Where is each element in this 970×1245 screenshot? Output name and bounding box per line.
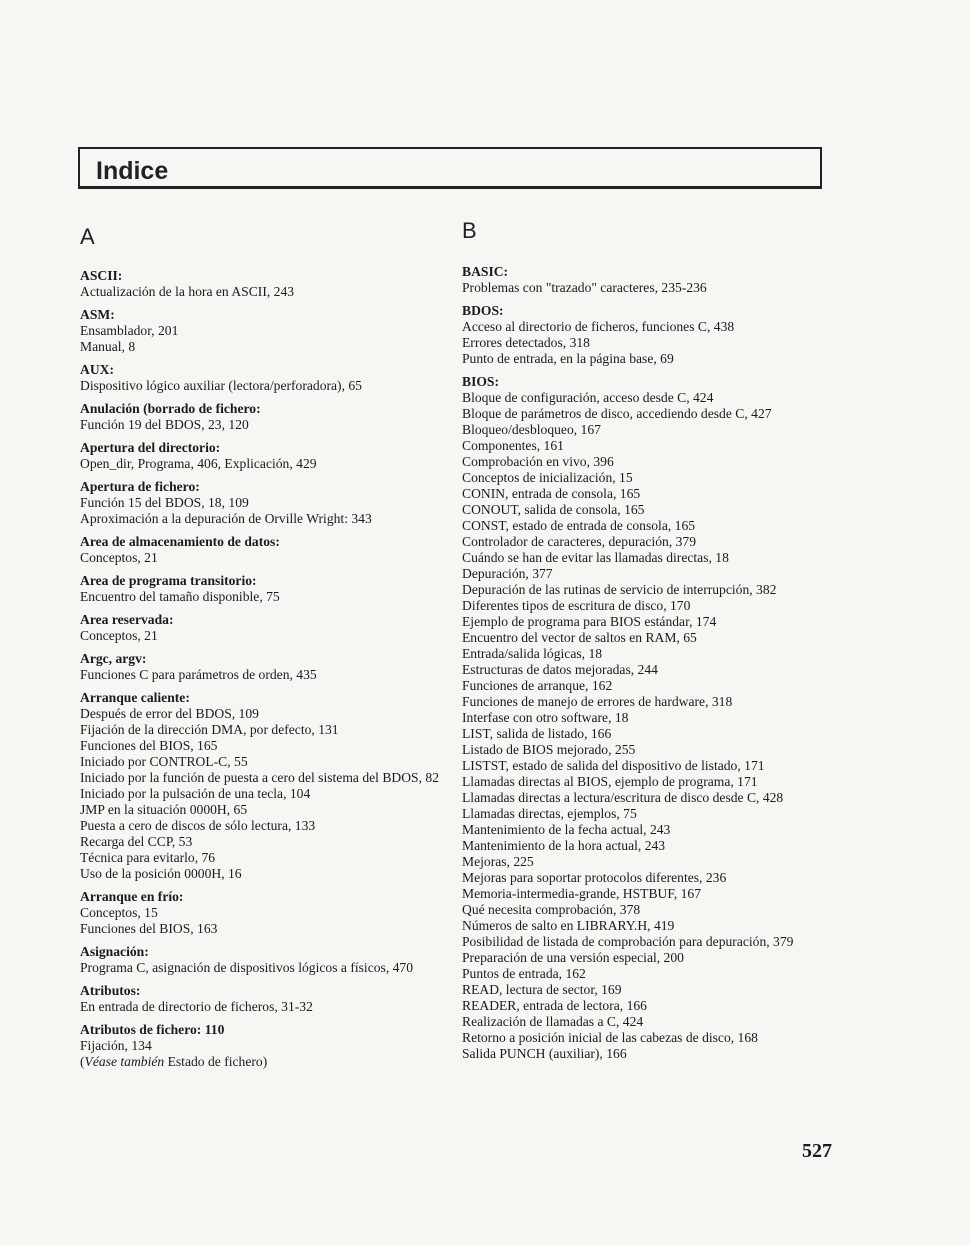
page-number: 527 [802,1140,832,1162]
index-subentry: Controlador de caracteres, depuración, 379 [462,534,697,549]
index-subentry: Manual, 8 [80,339,136,354]
index-subentry: Llamadas directas al BIOS, ejemplo de programa, 171 [462,774,758,789]
index-subentry: Retorno a posición inicial de las cabezas de disco, 168 [462,1030,758,1045]
section-letter-b: B [462,218,477,243]
index-subentry: Programa C, asignación de dispositivos lógicos a físicos, 470 [80,960,414,975]
index-entry [80,401,440,433]
index-subentry: Técnica para evitarlo, 76 [80,850,216,865]
index-heading: BIOS: [462,374,500,389]
index-subentry: CONIN, entrada de consola, 165 [462,486,641,501]
index-subentry: Funciones C para parámetros de orden, 435 [80,667,317,682]
see-also-line [80,1054,440,1070]
index-subentry: Iniciado por la pulsación de una tecla, 104 [80,786,311,801]
index-heading: Atributos de fichero: 110 [80,1022,225,1037]
index-entry [80,983,440,1015]
index-entry [80,651,440,683]
index-heading: Anulación (borrado de fichero: [80,401,261,416]
index-entry [80,573,440,605]
index-entry [80,612,440,644]
index-subentry: Uso de la posición 0000H, 16 [80,866,242,881]
index-subentry: Mejoras para soportar protocolos diferentes, 236 [462,870,727,885]
index-subentry: Diferentes tipos de escritura de disco, 170 [462,598,691,613]
index-entry [80,268,440,300]
index-entry [462,264,832,296]
index-subentry: Depuración, 377 [462,566,553,581]
index-subentry: Bloque de configuración, acceso desde C, 424 [462,390,714,405]
index-heading: Area reservada: [80,612,174,627]
index-subentry: Conceptos, 21 [80,628,158,643]
index-subentry: Cuándo se han de evitar las llamadas directas, 18 [462,550,729,565]
index-subentry: Mantenimiento de la hora actual, 243 [462,838,666,853]
index-subentry: Qué necesita comprobación, 378 [462,902,641,917]
index-heading: Asignación: [80,944,149,959]
index-heading: BASIC: [462,264,509,279]
index-subentry: Realización de llamadas a C, 424 [462,1014,644,1029]
index-entry [80,534,440,566]
index-heading: Atributos: [80,983,141,998]
index-title-box [78,147,822,189]
see-also-open: ( [80,1054,85,1069]
index-subentry: Conceptos, 21 [80,550,158,565]
index-subentry: Recarga del CCP, 53 [80,834,193,849]
index-subentry: Open_dir, Programa, 406, Explicación, 429 [80,456,317,471]
index-column-a [80,268,440,1077]
index-subentry: LISTST, estado de salida del dispositivo de listado, 171 [462,758,765,773]
index-subentry: Función 15 del BDOS, 18, 109 [80,495,249,510]
index-subentry: Iniciado por CONTROL-C, 55 [80,754,248,769]
index-subentry: CONST, estado de entrada de consola, 165 [462,518,696,533]
index-heading: Area de almacenamiento de datos: [80,534,280,549]
section-letter-a: A [80,224,95,249]
index-subentry: Comprobación en vivo, 396 [462,454,614,469]
index-subentry: En entrada de directorio de ficheros, 31-32 [80,999,313,1014]
index-subentry: READ, lectura de sector, 169 [462,982,622,997]
index-entry [80,1022,440,1070]
index-subentry: Entrada/salida lógicas, 18 [462,646,603,661]
index-heading: Area de programa transitorio: [80,573,257,588]
index-entry [462,303,832,367]
index-entry [80,307,440,355]
index-subentry: Puesta a cero de discos de sólo lectura, 133 [80,818,316,833]
index-subentry: Listado de BIOS mejorado, 255 [462,742,636,757]
index-subentry: Bloqueo/desbloqueo, 167 [462,422,601,437]
index-subentry: Conceptos, 15 [80,905,158,920]
index-subentry: Funciones del BIOS, 163 [80,921,218,936]
index-subentry: Salida PUNCH (auxiliar), 166 [462,1046,627,1061]
index-heading: ASM: [80,307,115,322]
index-subentry: Dispositivo lógico auxiliar (lectora/perforadora), 65 [80,378,362,393]
index-subentry: Funciones de arranque, 162 [462,678,613,693]
index-subentry: Iniciado por la función de puesta a cero del sistema del BDOS, 82 [80,770,439,785]
index-subentry: LIST, salida de listado, 166 [462,726,612,741]
index-subentry: Mejoras, 225 [462,854,534,869]
index-column-b [462,264,832,1069]
index-entry [80,440,440,472]
index-entry [80,362,440,394]
index-entry [80,889,440,937]
index-subentry: Después de error del BDOS, 109 [80,706,259,721]
index-subentry: Fijación de la dirección DMA, por defecto, 131 [80,722,339,737]
index-subentry: Llamadas directas, ejemplos, 75 [462,806,637,821]
index-subentry: Componentes, 161 [462,438,564,453]
index-subentry: Funciones del BIOS, 165 [80,738,218,753]
index-subentry: Errores detectados, 318 [462,335,590,350]
index-subentry: Números de salto en LIBRARY.H, 419 [462,918,675,933]
index-heading: AUX: [80,362,114,377]
index-subentry: Acceso al directorio de ficheros, funciones C, 438 [462,319,735,334]
index-subentry: Aproximación a la depuración de Orville Wright: 343 [80,511,372,526]
index-subentry: Memoria-intermedia-grande, HSTBUF, 167 [462,886,702,901]
index-subentry: CONOUT, salida de consola, 165 [462,502,645,517]
page-title: Indice [96,157,169,185]
index-entry [80,479,440,527]
index-subentry: Interfase con otro software, 18 [462,710,629,725]
index-heading: BDOS: [462,303,504,318]
index-subentry: Mantenimiento de la fecha actual, 243 [462,822,671,837]
index-subentry: Depuración de las rutinas de servicio de interrupción, 382 [462,582,777,597]
index-subentry: Bloque de parámetros de disco, accediendo desde C, 427 [462,406,772,421]
index-heading: Arranque caliente: [80,690,190,705]
index-subentry: Fijación, 134 [80,1038,152,1053]
index-subentry: Punto de entrada, en la página base, 69 [462,351,674,366]
index-subentry: Funciones de manejo de errores de hardware, 318 [462,694,733,709]
index-subentry: Conceptos de inicialización, 15 [462,470,633,485]
index-subentry: Encuentro del tamaño disponible, 75 [80,589,280,604]
index-subentry: JMP en la situación 0000H, 65 [80,802,248,817]
index-subentry: Ejemplo de programa para BIOS estándar, 174 [462,614,717,629]
index-entry [80,944,440,976]
index-entry [80,690,440,882]
index-subentry: Problemas con "trazado" caracteres, 235-236 [462,280,707,295]
index-subentry: Actualización de la hora en ASCII, 243 [80,284,295,299]
index-heading: ASCII: [80,268,123,283]
index-subentry: Estructuras de datos mejoradas, 244 [462,662,658,677]
index-subentry: Encuentro del vector de saltos en RAM, 65 [462,630,697,645]
index-entry [462,374,832,1062]
index-heading: Argc, argv: [80,651,147,666]
index-heading: Apertura de fichero: [80,479,200,494]
index-heading: Arranque en frío: [80,889,184,904]
index-subentry: READER, entrada de lectora, 166 [462,998,647,1013]
index-subentry: Ensamblador, 201 [80,323,179,338]
see-also-label: Véase también [84,1054,165,1069]
see-also-target: Estado de fichero) [164,1054,268,1069]
index-subentry: Llamadas directas a lectura/escritura de disco desde C, 428 [462,790,784,805]
index-heading: Apertura del directorio: [80,440,221,455]
index-subentry: Posibilidad de listada de comprobación para depuración, 379 [462,934,794,949]
index-subentry: Función 19 del BDOS, 23, 120 [80,417,249,432]
index-subentry: Preparación de una versión especial, 200 [462,950,684,965]
index-subentry: Puntos de entrada, 162 [462,966,586,981]
